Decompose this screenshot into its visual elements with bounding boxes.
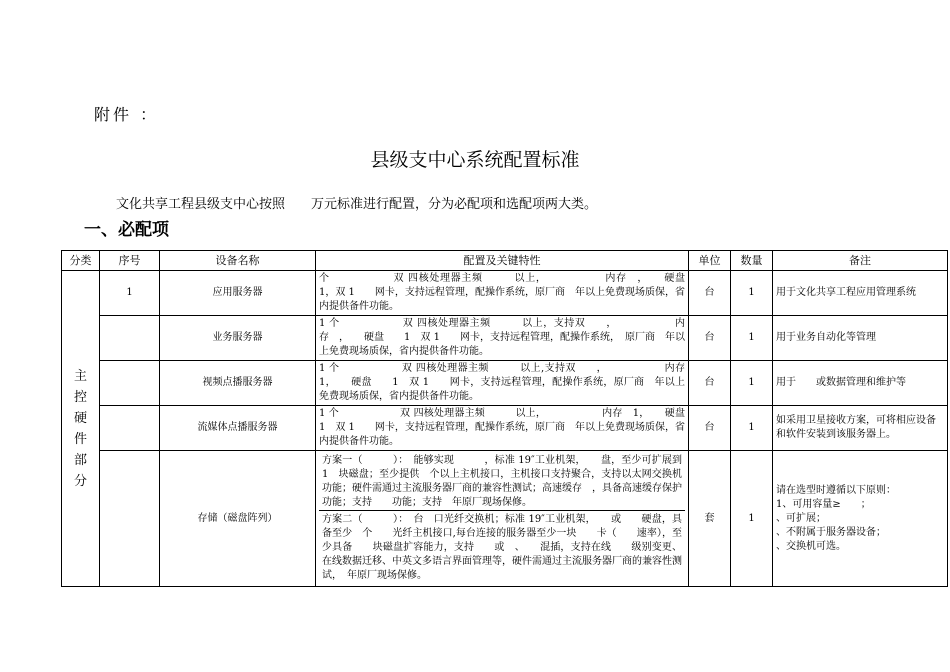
- table-row: [62, 316, 948, 361]
- device-unit: 套: [689, 451, 731, 587]
- row-number: [100, 406, 160, 451]
- table-row: [62, 406, 948, 451]
- device-unit: 台: [689, 361, 731, 406]
- note-line: 请在选型时遵循以下原则：: [776, 484, 896, 496]
- attachment-label: 附件 ：: [94, 105, 160, 124]
- storage-note: [773, 451, 948, 587]
- storage-plan-two: 方案二（ ）： 台 口光纤交换机；标准 19″工业机架， 或 硬盘，具备至少 个 光纤主机接口,每台连接的服务器至少一块 卡（ 速率），至少具备 块磁盘扩容能力，支持 或 、 混插，支持在线 级别变更、在线数据迁移、中英文多语言界面管理等，硬件需通过主流服务器厂商的兼容性测试， 年原厂现场保修。: [322, 514, 682, 581]
- header-quantity: 数量: [731, 251, 773, 271]
- device-quantity: 1: [731, 316, 773, 361]
- row-number: [100, 316, 160, 361]
- device-note: 用于 或数据管理和维护等: [773, 361, 948, 406]
- table-header-row: [62, 251, 948, 271]
- device-name: 视频点播服务器: [160, 361, 316, 406]
- device-quantity: 1: [731, 361, 773, 406]
- device-config: 1 个 双 四核处理器主频 以上， 内存 1， 硬盘 1 双 1 网卡，支持远程管理，配操作系统，原厂商 年以上免费现场质保，省内提供备件功能。: [316, 406, 689, 451]
- header-category: 分类: [62, 251, 100, 271]
- storage-config-cell: [316, 451, 712, 587]
- category-cell: [62, 271, 100, 587]
- note-line: 1、可用容量≥ ；: [776, 498, 871, 510]
- device-note: 用于文化共享工程应用管理系统: [773, 271, 948, 316]
- device-unit: 台: [689, 316, 731, 361]
- header-device-name: 设备名称: [160, 251, 316, 271]
- device-note: 如采用卫星接收方案，可将相应设备和软件安装到该服务器上。: [773, 406, 948, 451]
- device-quantity: 1: [731, 271, 773, 316]
- note-line: 、可扩展；: [776, 512, 826, 524]
- device-note: 用于业务自动化等管理: [773, 316, 948, 361]
- header-config: 配置及关键特性: [316, 251, 689, 271]
- device-quantity: 1: [731, 451, 773, 587]
- intro-paragraph: 文化共享工程县级支中心按照 万元标准进行配置，分为必配项和选配项两大类。: [116, 197, 598, 212]
- device-name: 流媒体点播服务器: [160, 406, 316, 451]
- row-number: [100, 361, 160, 406]
- device-name: 存储（磁盘阵列）: [160, 451, 316, 587]
- device-config: 1 个 双 四核处理器主频 以上，支持双 ， 内存 ， 硬盘 1 双 1 网卡，支持远程管理，配操作系统， 原厂商 年以上免费现场质保，省内提供备件功能。: [316, 316, 689, 361]
- header-unit: 单位: [689, 251, 731, 271]
- storage-plan-one: 方案一（ ）： 能够实现 ，标准 19″工业机架， 盘，至少可扩展到 1 块磁盘；至少提供 个以上主机接口，主机接口支持聚合，支持以太网交换机 功能；硬件需通过主流服务器厂商的兼容性测试；高速缓存 ，具备高速缓存保护功能；支持 功能；支持 年原厂现场保修。: [319, 452, 685, 511]
- header-number: 序号: [100, 251, 160, 271]
- device-name: 业务服务器: [160, 316, 316, 361]
- note-line: 、交换机可选。: [776, 540, 846, 552]
- table-row: [62, 361, 948, 406]
- row-number: [100, 451, 160, 587]
- table-row: [62, 451, 948, 587]
- device-config: 个 双 四核处理器主频 以上， 内存 ， 硬盘 1，双 1 网卡，支持远程管理，配操作系统，原厂商 年以上免费现场质保，省内提供备件功能。: [316, 271, 689, 316]
- table-row: [62, 271, 948, 316]
- device-name: 应用服务器: [160, 271, 316, 316]
- category-label: 主控硬件部分: [73, 368, 87, 489]
- header-note: 备注: [773, 251, 948, 271]
- document-title: 县级支中心系统配置标准: [370, 149, 580, 171]
- device-unit: 台: [689, 271, 731, 316]
- note-line: 、不附属于服务器设备；: [776, 526, 886, 538]
- device-quantity: 1: [731, 406, 773, 451]
- device-unit: 台: [689, 406, 731, 451]
- config-table: [61, 250, 948, 587]
- row-number: 1: [100, 271, 160, 316]
- device-config: 1 个 双 四核处理器主频 以上,支持双 ， 内存 1， 硬盘 1 双 1 网卡，支持远程管理，配操作系统，原厂商 年以上免费现场质保，省内提供备件功能。: [316, 361, 689, 406]
- section-heading: 一、必配项: [84, 220, 169, 240]
